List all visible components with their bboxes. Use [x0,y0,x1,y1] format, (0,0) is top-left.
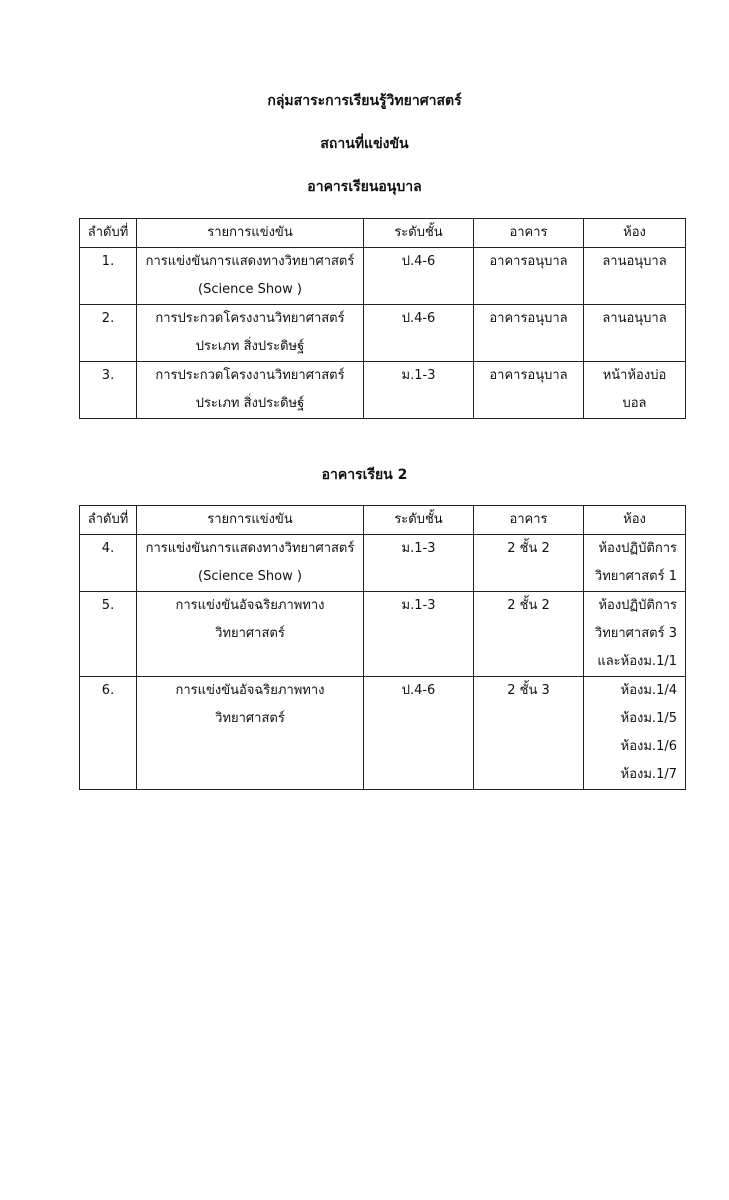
room-line: ลานอนุบาล [602,311,667,326]
room-line: วิทยาศาสตร์ 1 [594,569,677,584]
row-number [80,677,137,790]
event-cell [137,362,364,419]
event-line: (Science Show ) [198,569,302,584]
building-cell [474,592,584,677]
table-row [80,362,686,419]
building-text: อาคารอนุบาล [489,254,568,269]
building-cell [474,677,584,790]
room-line: ลานอนุบาล [602,254,667,269]
table-row [80,305,686,362]
building-cell [474,248,584,305]
column-header-level: ระดับชั้น [364,219,474,248]
page-subtitle: สถานที่แข่งขัน [320,136,409,152]
table-row [80,677,686,790]
column-header-room: ห้อง [584,506,686,535]
event-line: การประกวดโครงงานวิทยาศาสตร์ [155,368,345,383]
table-row [80,248,686,305]
row-number [80,248,137,305]
room-line: หน้าห้องบ่อ [602,368,667,383]
room-line: ห้องม.1/6 [620,739,677,754]
room-cell [584,677,686,790]
column-header-building: อาคาร [474,506,584,535]
column-header-event: รายการแข่งขัน [137,219,364,248]
room-line: ห้องม.1/7 [620,767,677,782]
room-line: ห้องปฏิบัติการ [598,598,677,613]
row-number-text: 2. [101,311,115,326]
competition-table-kindergarten [79,218,686,419]
column-header-room: ห้อง [584,219,686,248]
level-cell [364,677,474,790]
room-cell [584,248,686,305]
level-cell [364,248,474,305]
row-number-text: 1. [101,254,115,269]
column-header-no: ลำดับที่ [80,219,137,248]
level-text: ม.1-3 [401,368,436,383]
row-number-text: 6. [101,683,115,698]
event-cell [137,305,364,362]
building-cell [474,305,584,362]
level-text: ม.1-3 [401,541,436,556]
event-line: ประเภท สิ่งประดิษฐ์ [195,339,305,354]
row-number [80,362,137,419]
event-line: การแข่งขันอัจฉริยภาพทาง [175,598,325,613]
row-number-text: 3. [101,368,115,383]
page-title: กลุ่มสาระการเรียนรู้วิทยาศาสตร์ [267,93,462,109]
table-header-row [80,506,686,535]
row-number [80,305,137,362]
column-header-level: ระดับชั้น [364,506,474,535]
room-line: ห้องปฏิบัติการ [598,541,677,556]
event-line: ประเภท สิ่งประดิษฐ์ [195,396,305,411]
column-header-building: อาคาร [474,219,584,248]
room-line: วิทยาศาสตร์ 3 [594,626,677,641]
room-cell [584,362,686,419]
section-heading-building-2: อาคารเรียน 2 [321,467,408,483]
event-line: วิทยาศาสตร์ [215,626,285,641]
row-number [80,592,137,677]
building-cell [474,535,584,592]
level-cell [364,592,474,677]
event-line: การแข่งขันการแสดงทางวิทยาศาสตร์ [145,254,355,269]
room-cell [584,535,686,592]
building-text: 2 ชั้น 2 [507,541,550,556]
column-header-event: รายการแข่งขัน [137,506,364,535]
event-cell [137,535,364,592]
building-text: อาคารอนุบาล [489,368,568,383]
level-cell [364,305,474,362]
room-line: และห้องม.1/1 [597,654,677,669]
row-number-text: 4. [101,541,115,556]
event-cell [137,677,364,790]
room-line: บอล [622,396,647,411]
level-cell [364,362,474,419]
level-text: ม.1-3 [401,598,436,613]
column-header-no: ลำดับที่ [80,506,137,535]
event-line: (Science Show ) [198,282,302,297]
event-line: วิทยาศาสตร์ [215,711,285,726]
building-cell [474,362,584,419]
level-text: ป.4-6 [401,683,436,698]
section-heading-kindergarten: อาคารเรียนอนุบาล [307,179,422,195]
level-text: ป.4-6 [401,254,436,269]
event-line: การแข่งขันการแสดงทางวิทยาศาสตร์ [145,541,355,556]
level-text: ป.4-6 [401,311,436,326]
building-text: 2 ชั้น 2 [507,598,550,613]
room-line: ห้องม.1/5 [620,711,677,726]
table-row [80,592,686,677]
building-text: 2 ชั้น 3 [507,683,550,698]
event-line: การแข่งขันอัจฉริยภาพทาง [175,683,325,698]
event-cell [137,248,364,305]
level-cell [364,535,474,592]
room-cell [584,305,686,362]
row-number-text: 5. [101,598,115,613]
room-line: ห้องม.1/4 [620,683,677,698]
building-text: อาคารอนุบาล [489,311,568,326]
table-header-row [80,219,686,248]
table-row [80,535,686,592]
event-line: การประกวดโครงงานวิทยาศาสตร์ [155,311,345,326]
event-cell [137,592,364,677]
competition-table-building-2 [79,505,686,790]
row-number [80,535,137,592]
room-cell [584,592,686,677]
